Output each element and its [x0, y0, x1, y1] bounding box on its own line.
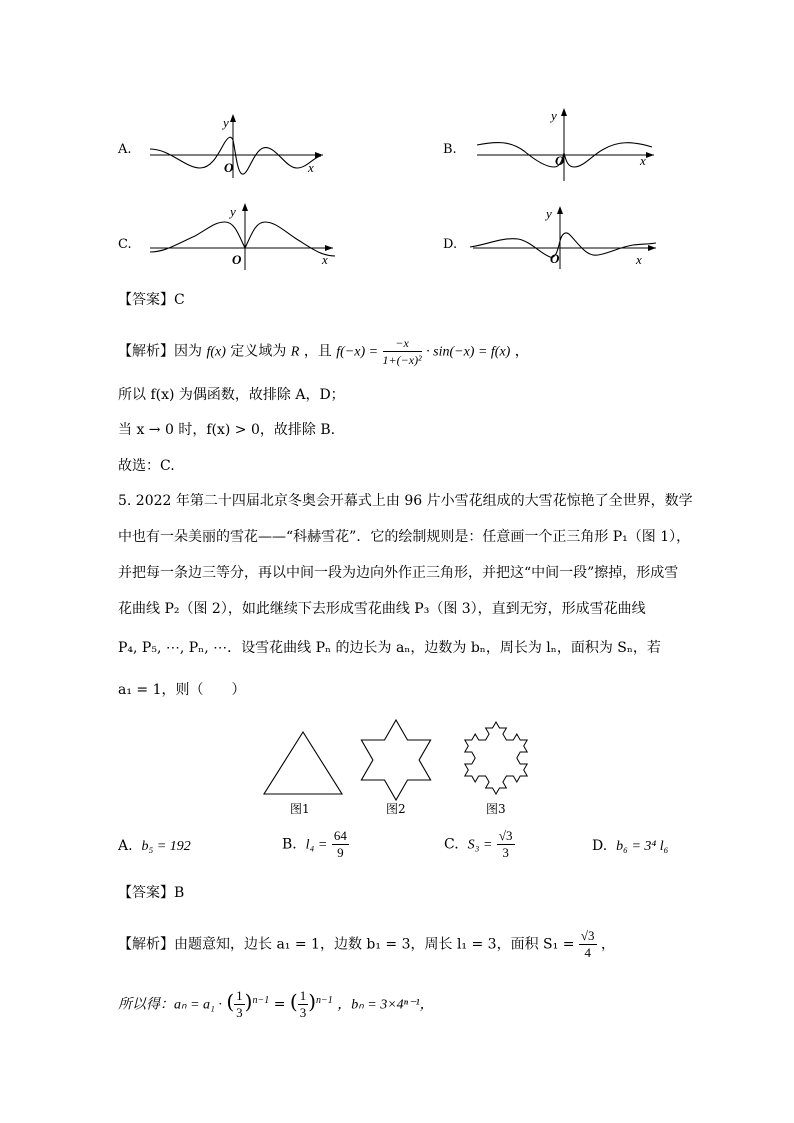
q5-stem-line3: 并把每一条边三等分，再以中间一段为边向外作正三角形，并把这“中间一段”擦掉，形成雪 [118, 565, 679, 581]
q5-stem-line5: P₄, P₅, ⋯, Pₙ, ⋯．设雪花曲线 Pₙ 的边长为 aₙ，边数为 bₙ，周长为 lₙ，面积为 Sₙ，若 [118, 640, 661, 656]
graph-b-x-label: x [640, 153, 646, 168]
graph-a [145, 112, 330, 180]
q5-option-c: C. S₃ = $\frac{√3}{3}$ [444, 828, 513, 860]
q5-stem-line4: 花曲线 P₂（图 2），如此继续下去形成雪花曲线 P₃（图 3），直到无穷，形成雪花曲线 [118, 601, 646, 617]
graph-b-origin: O [555, 153, 565, 168]
q4-analysis-line2: 所以 f(x) 为偶函数，故排除 A，D； [118, 387, 345, 403]
curve-c [150, 222, 335, 256]
option-c-label: C. [118, 237, 132, 252]
curve-a [150, 137, 321, 174]
y-axis-arrow [242, 203, 248, 211]
q5-answer: 【答案】B [118, 885, 185, 901]
figure-2-caption: 图2 [386, 802, 406, 816]
x-axis-arrow [648, 245, 656, 251]
figure-2-star [354, 710, 438, 804]
q5-option-d: D. b₆ = 3⁴ l₆ [592, 838, 669, 854]
option-b-label: B. [443, 142, 457, 157]
q5-analysis-line1: 【解析】由题意知，边长 a₁ = 1，边数 b₁ = 3，周长 l₁ = 3，面积 S₁ = $\frac{√3}{4}$ ， [118, 928, 615, 960]
graph-c [145, 200, 340, 272]
figure-1-caption: 图1 [290, 802, 310, 816]
q5-analysis-line2: 所以得：aₙ = a₁ · ( $\frac{1}{3}$ )$^{n-1}$ = ( $\frac{1}{3}$ )$^{n-1}$ ，bₙ = 3×4ⁿ⁻¹， [118, 988, 434, 1020]
graph-c-x-label: x [322, 252, 328, 267]
graph-b-y-label: y [551, 108, 557, 123]
q5-stem-line2: 中也有一朵美丽的雪花——“科赫雪花”．它的绘制规则是：任意画一个正三角形 P₁（图 1）， [118, 529, 691, 545]
q5-option-b: B. l₄ = $\frac{64}{9}$ [282, 828, 347, 860]
x-axis-arrow [325, 245, 333, 251]
y-axis-arrow [230, 114, 236, 122]
graph-d-x-label: x [636, 252, 642, 267]
option-a-label: A. [118, 142, 132, 157]
q4-analysis-line1: 【解析】因为 f(x) 定义域为 R ，且 f(−x) = $\frac{-x}{\text{1+(−x)²}}$ · sin(−x) = f(x) ， [118, 336, 529, 367]
q4-answer: 【答案】C [118, 292, 185, 308]
graph-c-y-label: y [230, 204, 236, 219]
graph-c-origin: O [232, 252, 242, 267]
graph-d-y-label: y [546, 206, 552, 221]
q4-analysis-line3: 当 x → 0 时，f(x) > 0，故排除 B. [118, 422, 336, 438]
figure-3-snowflake [454, 706, 538, 800]
x-axis-arrow [646, 152, 654, 158]
q5-option-a: A. b₅ = 192 [118, 838, 191, 854]
y-axis-arrow [557, 206, 563, 214]
option-d-label: D. [443, 237, 458, 252]
figure-3-caption: 图3 [486, 802, 506, 816]
graph-a-origin: O [224, 160, 234, 175]
graph-b [472, 105, 662, 185]
figure-1-triangle [258, 728, 348, 798]
graph-d-origin: O [550, 251, 560, 266]
curve-d [470, 233, 656, 257]
q5-stem-line6: a₁ = 1，则（ ） [118, 682, 246, 698]
graph-a-y-label: y [223, 115, 229, 130]
graph-a-x-label: x [308, 160, 314, 175]
graph-d [468, 203, 663, 271]
q4-analysis-line4: 故选：C. [118, 458, 175, 474]
x-axis-arrow [315, 152, 323, 158]
q5-stem-line1: 5. 2022 年第二十四届北京冬奥会开幕式上由 96 片小雪花组成的大雪花惊艳了全世界，数学 [118, 493, 693, 509]
y-axis-arrow [561, 108, 567, 116]
